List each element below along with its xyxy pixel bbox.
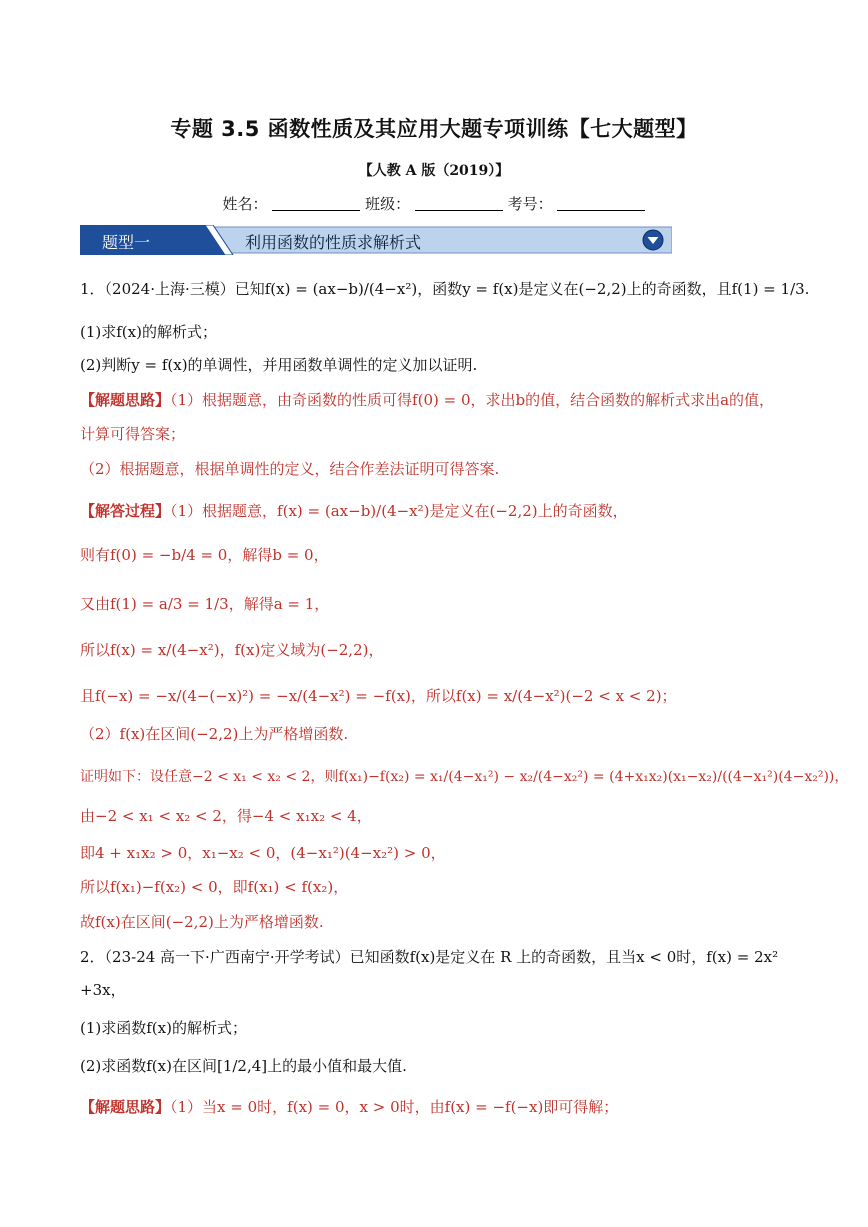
q2-idea-line bbox=[80, 1097, 618, 1117]
q1-sol-1: （1）根据题意，f(x) = (ax−b)/(4−x²)是定义在(−2,2)上的奇函数， bbox=[170, 502, 628, 520]
banner-tag: 题型一 bbox=[102, 233, 151, 252]
q1-idea-line bbox=[80, 390, 774, 410]
q1-idea-2: （2）根据题意，根据单调性的定义，结合作差法证明可得答案. bbox=[80, 460, 500, 478]
q1-sol-6: （2）f(x)在区间(−2,2)上为严格增函数. bbox=[80, 725, 349, 743]
name-blank bbox=[272, 196, 360, 211]
name-label: 姓名： bbox=[222, 195, 268, 213]
q1-sol-2: 则有f(0) = −b/4 = 0，解得b = 0， bbox=[80, 546, 329, 564]
section-banner bbox=[80, 225, 672, 255]
q1-sol-4: 所以f(x) = x/(4−x²)，f(x)定义域为(−2,2)， bbox=[80, 641, 384, 659]
q1-sol-line bbox=[80, 501, 628, 521]
q1-sol-10: 所以f(x₁)−f(x₂) < 0，即f(x₁) < f(x₂)， bbox=[80, 878, 349, 896]
q2-part1: (1)求函数f(x)的解析式； bbox=[80, 1019, 247, 1037]
q1-stem: 1．（2024·上海·三模）已知f(x) = (ax−b)/(4−x²)，函数y = f(x)是定义在(−2,2)上的奇函数，且f(1) = 1/3. bbox=[80, 280, 810, 298]
q2-idea-1: （1）当x = 0时，f(x) = 0，x > 0时，由f(x) = −f(−x)即可得解； bbox=[170, 1098, 619, 1116]
q2-stem-b: +3x， bbox=[80, 981, 126, 999]
class-blank bbox=[415, 196, 503, 211]
chevron-down-circle-icon[interactable] bbox=[642, 229, 664, 251]
exam-label: 考号： bbox=[507, 195, 553, 213]
q1-part1: (1)求f(x)的解析式； bbox=[80, 323, 217, 341]
q1-sol-5: 且f(−x) = −x/(4−(−x)²) = −x/(4−x²) = −f(x)，所以f(x) = x/(4−x²)(−2 < x < 2)； bbox=[80, 687, 677, 705]
q1-sol-label: 【解答过程】 bbox=[80, 502, 171, 520]
page-subtitle: 【人教 A 版（2019）】 bbox=[358, 163, 510, 179]
student-info bbox=[0, 193, 868, 214]
q1-sol-3: 又由f(1) = a/3 = 1/3，解得a = 1， bbox=[80, 595, 330, 613]
q1-idea-1: （1）根据题意，由奇函数的性质可得f(0) = 0，求出b的值，结合函数的解析式求出a的值， bbox=[170, 391, 775, 409]
q1-sol-7: 证明如下：设任意−2 < x₁ < x₂ < 2，则f(x₁)−f(x₂) = x₁/(4−x₁²) − x₂/(4−x₂²) = (4+x₁x₂)(x₁−x₂)/((4−x₁²)(4−x₂²))， bbox=[80, 769, 849, 785]
exam-blank bbox=[557, 196, 645, 211]
q1-sol-8: 由−2 < x₁ < x₂ < 2，得−4 < x₁x₂ < 4， bbox=[80, 807, 372, 825]
q1-part2: (2)判断y = f(x)的单调性，并用函数单调性的定义加以证明. bbox=[80, 356, 478, 374]
q2-stem: 2．（23-24 高一下·广西南宁·开学考试）已知函数f(x)是定义在 R 上的奇函数，且当x < 0时，f(x) = 2x² bbox=[80, 948, 779, 966]
q2-part2: (2)求函数f(x)在区间[1/2,4]上的最小值和最大值. bbox=[80, 1057, 407, 1075]
q1-idea-1b: 计算可得答案； bbox=[80, 425, 186, 443]
banner-name: 利用函数的性质求解析式 bbox=[245, 233, 422, 252]
page-title: 专题 3.5 函数性质及其应用大题专项训练【七大题型】 bbox=[170, 117, 698, 141]
q1-sol-9: 即4 + x₁x₂ > 0，x₁−x₂ < 0，(4−x₁²)(4−x₂²) > 0， bbox=[80, 844, 446, 862]
q1-idea-label: 【解题思路】 bbox=[80, 391, 171, 409]
q2-idea-label: 【解题思路】 bbox=[80, 1098, 171, 1116]
class-label: 班级： bbox=[365, 195, 411, 213]
q1-sol-11: 故f(x)在区间(−2,2)上为严格增函数. bbox=[80, 913, 324, 931]
